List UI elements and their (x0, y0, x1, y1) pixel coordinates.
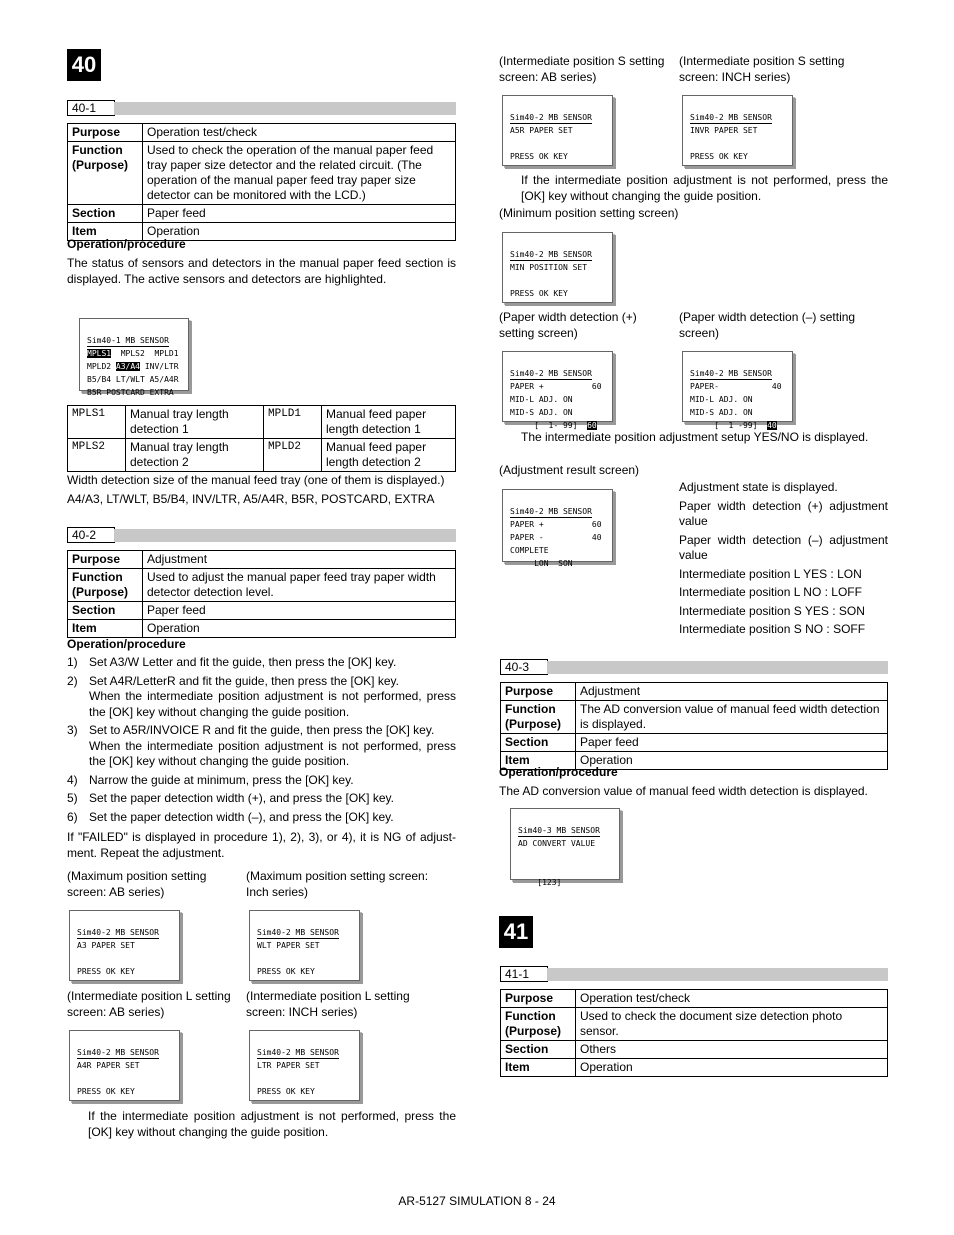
row-value: Operation (576, 752, 888, 770)
row-key: Section (68, 205, 143, 223)
table-row (68, 439, 456, 472)
lcd-title: Sim40-1 MB SENSOR (87, 336, 169, 345)
caption: (Paper width detection (+) setting screen) (499, 310, 637, 340)
lcd-title: Sim40-2 MB SENSOR (510, 507, 592, 516)
lcd-line: AD CONVERT VALUE (518, 839, 596, 848)
desc-cell: Manual feed paper length detection 2 (322, 439, 456, 472)
lcd-screen-s-inch (682, 95, 793, 166)
header-bar (114, 529, 456, 542)
table-row (68, 602, 456, 620)
row-value: Adjustment (576, 683, 888, 701)
step-number: 2) (67, 673, 78, 688)
lcd-line: INVR PAPER SET (690, 126, 758, 135)
step-text: Set the paper detection width (–), and press the [OK] key. (89, 809, 394, 824)
table-row (501, 734, 888, 752)
lcd-line: A3 PAPER SET (77, 941, 135, 950)
lcd-line: WLT PAPER SET (257, 941, 320, 950)
table-row (501, 990, 888, 1008)
lcd-screen-40-3 (510, 808, 620, 887)
step-text: Set to A5R/INVOICE R and fit the guide, then press the [OK] key. (89, 723, 435, 737)
lcd-line: MID-L ADJ. ON (510, 395, 573, 404)
caption: (Adjustment result screen) (499, 463, 640, 477)
note-intermediate-s: If the intermediate position adjustment is not performed, press the [OK] key without changing the guide position. (521, 173, 888, 203)
lcd-title: Sim40-2 MB SENSOR (77, 1048, 159, 1057)
caption: (Maximum position setting screen: AB series) (67, 869, 207, 899)
step-number: 6) (67, 809, 78, 824)
op-procedure-title: Operation/procedure (499, 765, 618, 779)
size-list: A4/A3, LT/WLT, B5/B4, INV/LTR, A5/A4R, B5R, POSTCARD, EXTRA (67, 492, 435, 506)
list-item (67, 773, 456, 789)
info-table-41-1 (500, 989, 888, 1077)
step-text: Set A4R/LetterR and fit the guide, then press the [OK] key. (89, 673, 399, 688)
table-row (68, 569, 456, 602)
lcd-line: MID-S ADJ. ON (510, 408, 573, 417)
lcd-highlight: 60 (587, 421, 597, 430)
lcd-screen-l-ab (69, 1030, 180, 1101)
list-item (67, 655, 456, 671)
row-key: Item (501, 752, 576, 770)
procedure-steps (67, 655, 456, 825)
subsection-header-40-3 (500, 659, 888, 675)
lcd-screen-max-ab (69, 910, 180, 981)
list-item: Intermediate position L YES : LON (679, 566, 862, 581)
lcd-screen-min (502, 232, 613, 303)
lcd-screen-s-ab (502, 95, 613, 166)
table-row (501, 701, 888, 734)
desc-cell: Manual feed paper length detection 1 (322, 406, 456, 439)
row-key: Function (Purpose) (501, 1008, 576, 1041)
section-number-41: 41 (499, 916, 533, 948)
code-cell: MPLD1 (264, 406, 322, 439)
code-cell: MPLS2 (68, 439, 126, 472)
failed-note: If "FAILED" is displayed in procedure 1), 2), 3), or 4), it is NG of adjust-ment. Repeat the adjustment. (67, 830, 456, 860)
list-item (67, 674, 456, 721)
lcd-title: Sim40-2 MB SENSOR (690, 113, 772, 122)
table-row (501, 1041, 888, 1059)
lcd-line: MIN POSITION SET (510, 263, 588, 272)
row-key: Item (501, 1059, 576, 1077)
row-key: Function (Purpose) (501, 701, 576, 734)
lcd-line: PAPER - 40 (510, 533, 602, 542)
table-row (68, 551, 456, 569)
lcd-line: MID-L ADJ. ON (690, 395, 753, 404)
step-number: 1) (67, 655, 78, 669)
header-bar (547, 661, 888, 674)
list-item: Paper width detection (+) adjustment value (679, 498, 888, 528)
list-item: Adjustment state is displayed. (679, 480, 838, 494)
lcd-line: MPLS2 MPLD1 (111, 349, 179, 358)
info-table-40-1 (67, 123, 456, 241)
lcd-line: B5/B4 LT/WLT A5/A4R (87, 375, 179, 384)
step-text: Set A3/W Letter and fit the guide, then press the [OK] key. (89, 655, 397, 669)
desc-cell: Manual tray length detection 1 (126, 406, 264, 439)
lcd-line: PAPER + 60 (510, 520, 602, 529)
lcd-line: PRESS OK KEY (77, 967, 135, 976)
row-key: Purpose (68, 551, 143, 569)
row-value: Paper feed (143, 602, 456, 620)
lcd-highlight: 40 (767, 421, 777, 430)
lcd-title: Sim40-2 MB SENSOR (510, 250, 592, 259)
lcd-line: B5R POSTCARD EXTRA (87, 388, 174, 397)
op-procedure-title: Operation/procedure (67, 237, 186, 251)
list-item (67, 810, 456, 826)
caption: (Intermediate position S setting screen: AB series) (499, 54, 665, 84)
row-key: Purpose (501, 990, 576, 1008)
list-item: Intermediate position L NO : LOFF (679, 585, 862, 599)
caption: (Intermediate position S setting screen: INCH series) (679, 54, 845, 84)
table-row (501, 1008, 888, 1041)
step-number: 4) (67, 772, 78, 787)
code-cell: MPLD2 (264, 439, 322, 472)
info-table-40-2 (67, 550, 456, 638)
lcd-title: Sim40-2 MB SENSOR (77, 928, 159, 937)
lcd-line: [ 1- 99] (510, 421, 588, 430)
lcd-line: PAPER- 40 (690, 382, 782, 391)
subsection-header-41-1 (500, 966, 888, 982)
lcd-title: Sim40-2 MB SENSOR (257, 928, 339, 937)
lcd-line: PRESS OK KEY (77, 1087, 135, 1096)
lcd-line: PRESS OK KEY (257, 967, 315, 976)
table-row (68, 205, 456, 223)
row-value: Used to check the document size detection photo sensor. (576, 1008, 888, 1041)
lcd-highlight: A3/A4 (115, 362, 140, 371)
row-key: Section (501, 734, 576, 752)
lcd-screen-max-inch (249, 910, 360, 981)
subsection-header-40-1 (67, 100, 456, 116)
list-item: Paper width detection (–) adjustment value (679, 532, 888, 562)
note-intermediate-l: If the intermediate position adjustment is not performed, press the [OK] key without changing the guide position. (88, 1109, 456, 1139)
op-procedure-text: The AD conversion value of manual feed width detection is displayed. (499, 784, 868, 798)
table-row (68, 124, 456, 142)
row-key: Function (Purpose) (68, 142, 143, 205)
sensor-codes-table (67, 405, 456, 472)
caption: (Maximum position setting screen: Inch series) (246, 869, 429, 899)
list-item: Intermediate position S YES : SON (679, 603, 865, 618)
table-row (68, 620, 456, 638)
caption: (Intermediate position L setting screen: AB series) (67, 989, 231, 1019)
lcd-title: Sim40-2 MB SENSOR (690, 369, 772, 378)
row-value: Paper feed (576, 734, 888, 752)
lcd-highlight: MPLS1 (87, 349, 112, 358)
page-footer: AR-5127 SIMULATION 8 - 24 (398, 1194, 556, 1208)
code-cell: MPLS1 (68, 406, 126, 439)
row-key: Item (68, 223, 143, 241)
row-value: Paper feed (143, 205, 456, 223)
row-value: Operation test/check (576, 990, 888, 1008)
lcd-line: INV/LTR (140, 362, 179, 371)
step-number: 3) (67, 723, 78, 737)
lcd-title: Sim40-2 MB SENSOR (510, 113, 592, 122)
lcd-title: Sim40-2 MB SENSOR (257, 1048, 339, 1057)
yes-no-note: The intermediate position adjustment setup YES/NO is displayed. (521, 430, 869, 444)
op-procedure-text: The status of sensors and detectors in the manual paper feed section is displayed. The active sensors and detectors are highlighted. (67, 256, 456, 286)
lcd-line: PAPER + 60 (510, 382, 602, 391)
table-row (68, 142, 456, 205)
op-procedure-title: Operation/procedure (67, 637, 186, 651)
table-row (68, 406, 456, 439)
lcd-screen-plus (502, 351, 613, 430)
step-number: 5) (67, 791, 78, 805)
row-key: Item (68, 620, 143, 638)
lcd-line: PRESS OK KEY (257, 1087, 315, 1096)
lcd-title: Sim40-3 MB SENSOR (518, 826, 600, 835)
lcd-screen-40-1 (79, 318, 189, 397)
subsection-label: 40-3 (500, 659, 548, 675)
lcd-title: Sim40-2 MB SENSOR (510, 369, 592, 378)
row-value: Operation (576, 1059, 888, 1077)
list-item (67, 791, 456, 807)
row-key: Purpose (68, 124, 143, 142)
lcd-line: COMPLETE (510, 546, 549, 555)
row-value: Others (576, 1041, 888, 1059)
row-key: Function (Purpose) (68, 569, 143, 602)
table-row (501, 1059, 888, 1077)
lcd-line: [ 1 -99] (690, 421, 768, 430)
lcd-screen-l-inch (249, 1030, 360, 1101)
lcd-line: MPLD2 (87, 362, 116, 371)
info-table-40-3 (500, 682, 888, 770)
caption: (Intermediate position L setting screen: INCH series) (246, 989, 410, 1019)
row-key: Section (501, 1041, 576, 1059)
table-row (501, 683, 888, 701)
list-item: Intermediate position S NO : SOFF (679, 622, 866, 636)
row-value: The AD conversion value of manual feed width detection is displayed. (576, 701, 888, 734)
row-value: Adjustment (143, 551, 456, 569)
lcd-line: [123] (518, 878, 562, 887)
subsection-label: 41-1 (500, 966, 548, 982)
width-detection-note: Width detection size of the manual feed tray (one of them is displayed.) (67, 473, 445, 487)
lcd-line: A4R PAPER SET (77, 1061, 140, 1070)
section-number-40: 40 (67, 49, 101, 81)
lcd-line: LON SON (510, 559, 573, 568)
lcd-screen-result (502, 489, 613, 568)
step-subtext: When the intermediate position adjustment is not performed, press the [OK] key without changing the guide position. (89, 689, 456, 719)
step-text: Narrow the guide at minimum, press the [OK] key. (89, 772, 354, 787)
lcd-line: PRESS OK KEY (690, 152, 748, 161)
row-key: Section (68, 602, 143, 620)
header-bar (547, 968, 888, 981)
row-value: Used to check the operation of the manual paper feed tray paper size detector and the related circuit. (The operation of the manual paper feed tray paper size detector can be monitored with the LCD.) (143, 142, 456, 205)
row-value: Used to adjust the manual paper feed tray paper width detector detection level. (143, 569, 456, 602)
caption: (Paper width detection (–) setting screen) (679, 310, 856, 340)
row-value: Operation (143, 223, 456, 241)
lcd-line: PRESS OK KEY (510, 152, 568, 161)
row-value: Operation test/check (143, 124, 456, 142)
step-subtext: When the intermediate position adjustment is not performed, press the [OK] key without changing the guide position. (89, 738, 456, 768)
row-value: Operation (143, 620, 456, 638)
lcd-line: LTR PAPER SET (257, 1061, 320, 1070)
lcd-line: A5R PAPER SET (510, 126, 573, 135)
lcd-line: PRESS OK KEY (510, 289, 568, 298)
desc-cell: Manual tray length detection 2 (126, 439, 264, 472)
lcd-line: MID-S ADJ. ON (690, 408, 753, 417)
lcd-screen-minus (682, 351, 793, 430)
subsection-label: 40-1 (67, 100, 115, 116)
row-key: Purpose (501, 683, 576, 701)
subsection-header-40-2 (67, 527, 456, 543)
subsection-label: 40-2 (67, 527, 115, 543)
header-bar (114, 102, 456, 115)
caption: (Minimum position setting screen) (499, 206, 679, 220)
list-item (67, 723, 456, 770)
result-legend (679, 480, 888, 638)
step-text: Set the paper detection width (+), and press the [OK] key. (89, 791, 394, 805)
